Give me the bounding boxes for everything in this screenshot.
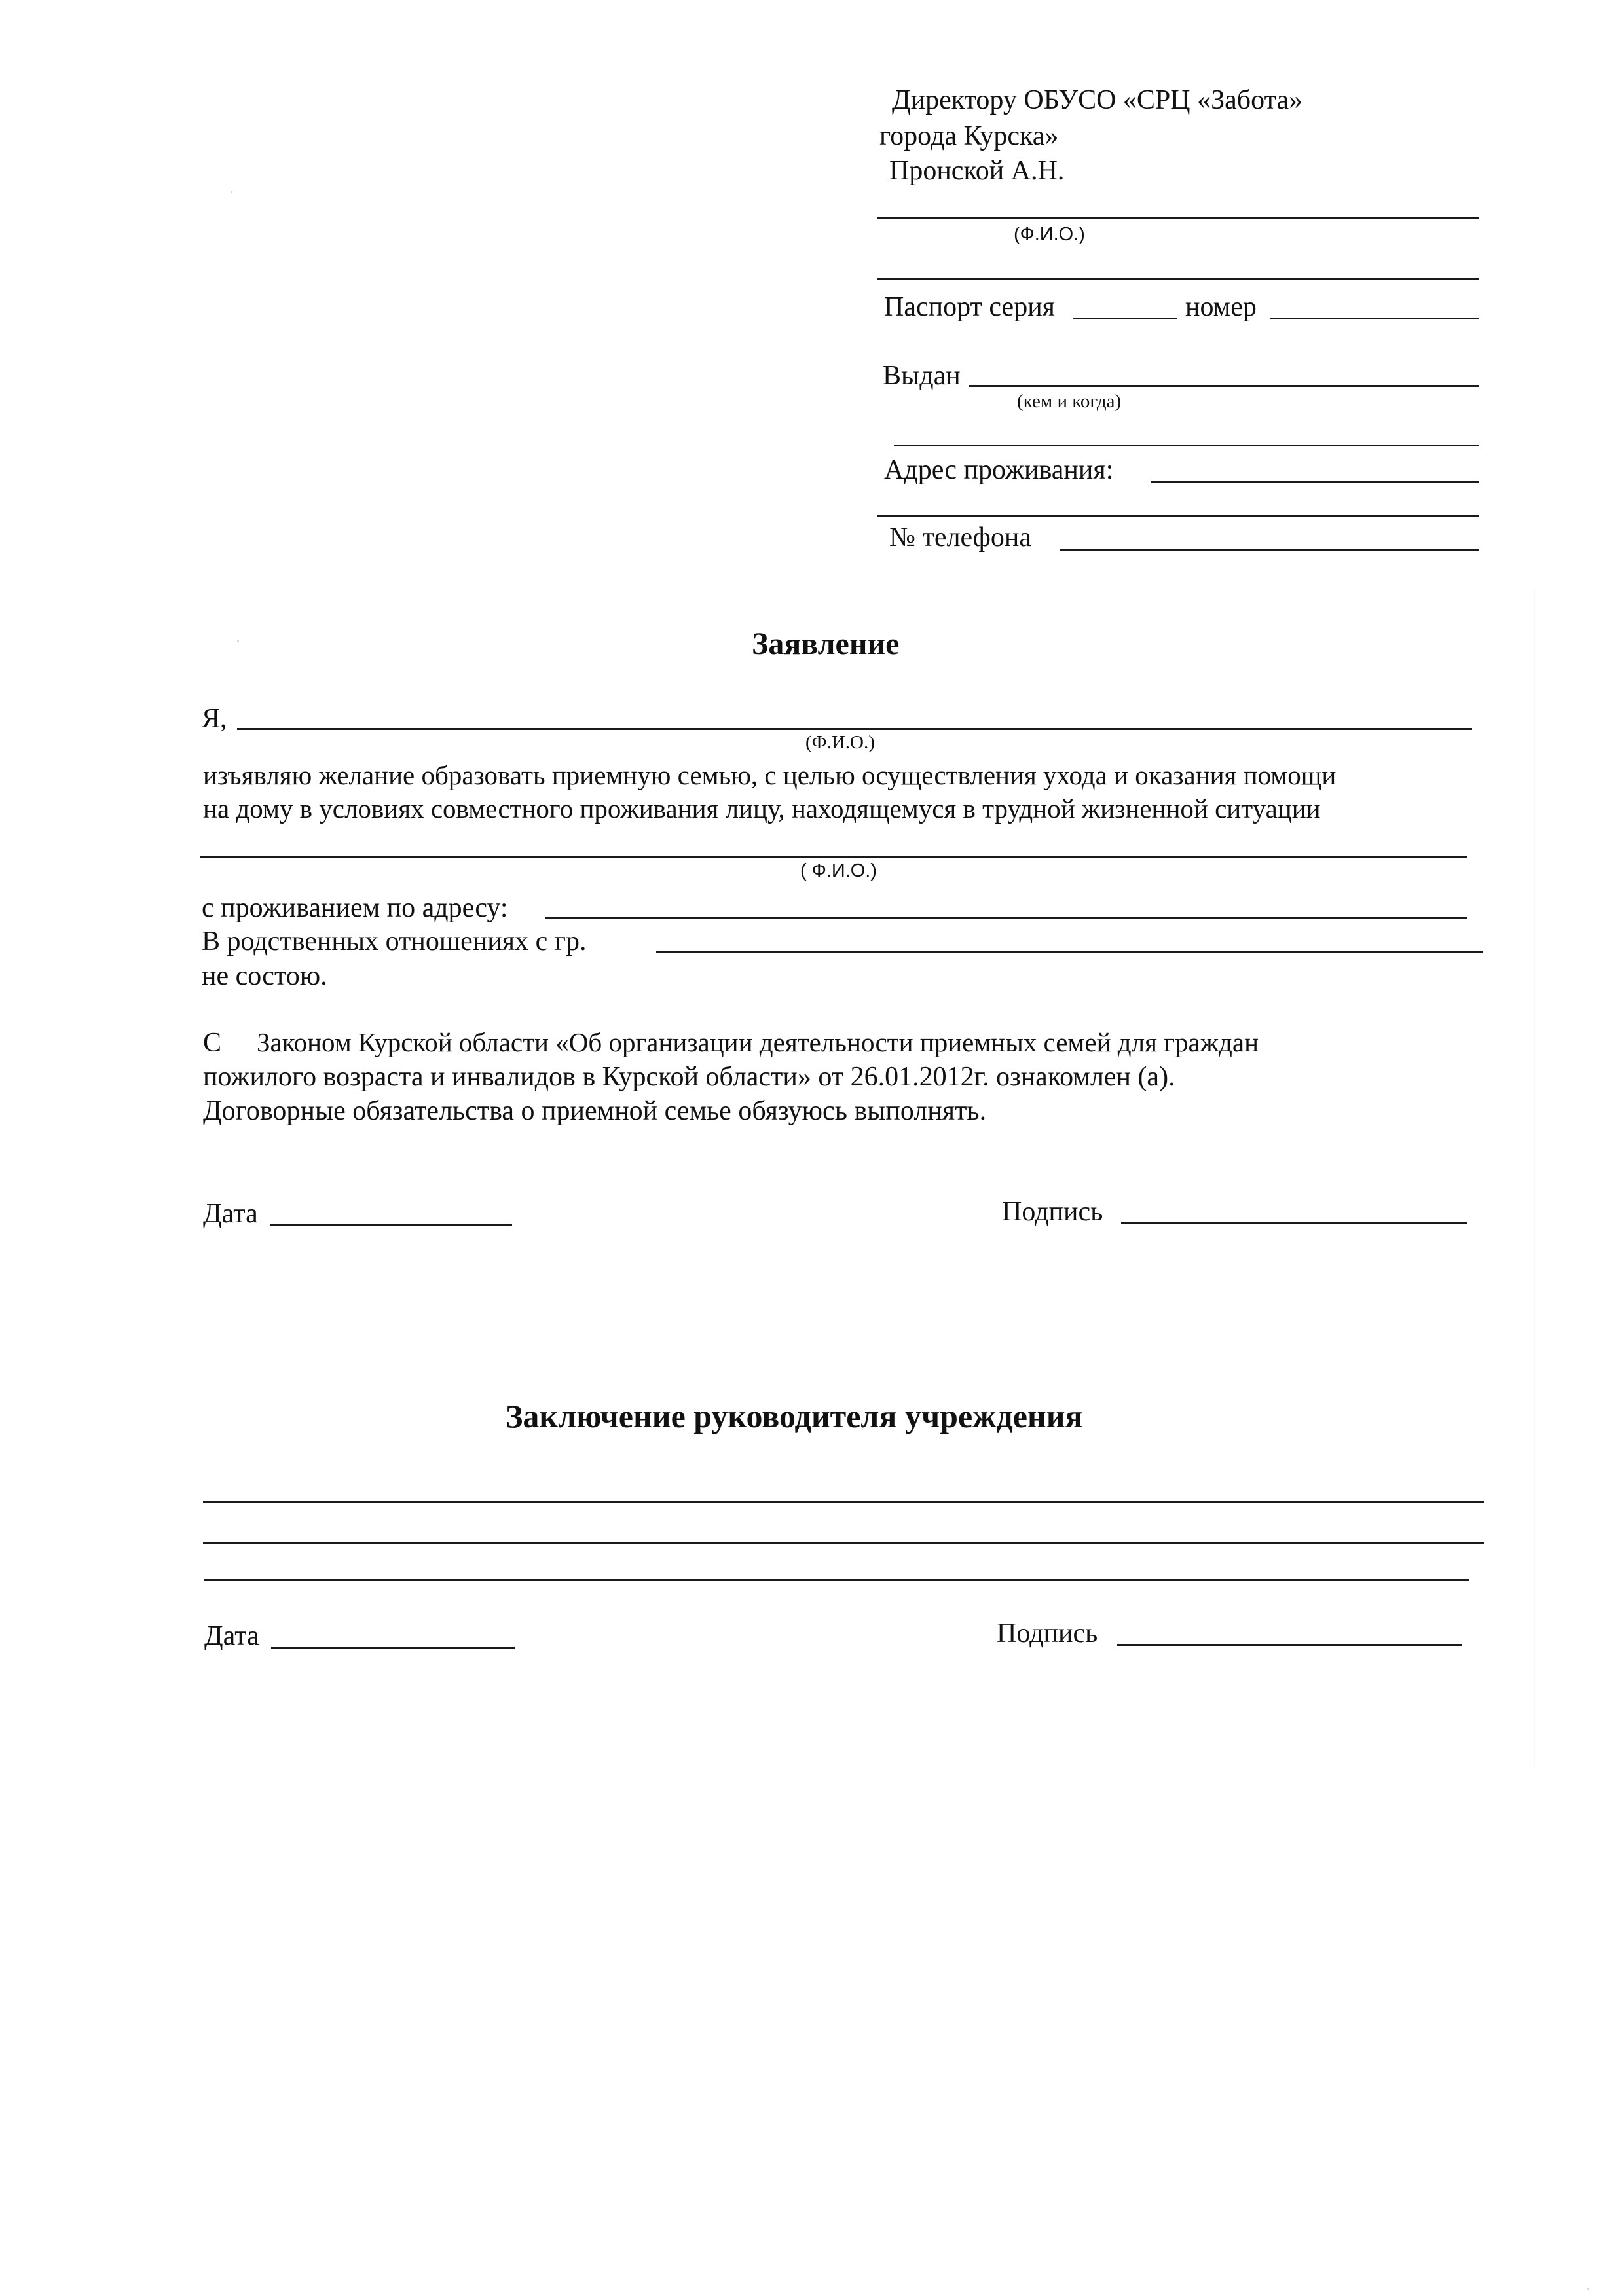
scan-fold-shadow [1534, 589, 1535, 1768]
scan-speck [237, 640, 239, 642]
addressee-line-3: Пронской А.Н. [889, 156, 1065, 186]
statement-fio-field[interactable] [237, 728, 1472, 730]
address-field[interactable] [1151, 481, 1479, 483]
conclusion-signature-label: Подпись [997, 1618, 1098, 1649]
conclusion-date-label: Дата [204, 1621, 259, 1651]
issued-caption: (кем и когда) [1017, 391, 1122, 412]
conclusion-title: Заключение руководителя учреждения [506, 1398, 1083, 1434]
issued-field[interactable] [969, 385, 1479, 387]
fio-caption: (Ф.И.О.) [1014, 224, 1085, 245]
conclusion-line-2[interactable] [203, 1542, 1484, 1544]
conclusion-date-field[interactable] [271, 1647, 515, 1649]
statement-fio-caption: (Ф.И.О.) [805, 732, 875, 753]
law-line-3: Договорные обязательства о приемной семье обязуюсь выполнять. [203, 1096, 987, 1126]
address-label: Адрес проживания: [884, 455, 1114, 485]
residence-address-label: с проживанием по адресу: [202, 893, 508, 923]
scan-speck [231, 191, 232, 193]
i-label: Я, [202, 704, 227, 734]
passport-number-field[interactable] [1270, 318, 1479, 319]
beneficiary-fio-caption: ( Ф.И.О.) [800, 860, 877, 881]
scan-speck [1587, 2288, 1589, 2290]
statement-signature-label: Подпись [1002, 1197, 1103, 1227]
law-line-1-c: С [203, 1028, 222, 1058]
conclusion-signature-field[interactable] [1117, 1644, 1462, 1646]
residence-address-field[interactable] [545, 917, 1467, 919]
addressee-line-2: города Курска» [879, 121, 1059, 151]
beneficiary-fio-field[interactable] [200, 856, 1467, 858]
statement-date-label: Дата [203, 1199, 258, 1229]
passport-series-label: Паспорт серия [884, 292, 1055, 322]
statement-date-field[interactable] [270, 1224, 512, 1226]
law-line-2: пожилого возраста и инвалидов в Курской области» от 26.01.2012г. ознакомлен (а). [203, 1062, 1175, 1092]
passport-series-field[interactable] [1073, 318, 1177, 319]
relation-field[interactable] [656, 951, 1483, 953]
issued-label: Выдан [883, 361, 961, 391]
passport-number-label: номер [1185, 292, 1257, 322]
applicant-fio-field-2[interactable] [877, 278, 1479, 280]
statement-body-line-2: на дому в условиях совместного проживания лицу, находящемуся в трудной жизненной ситуации [203, 793, 1321, 824]
phone-field[interactable] [1060, 549, 1479, 551]
conclusion-line-3[interactable] [204, 1579, 1469, 1581]
relation-end: не состою. [202, 961, 327, 991]
relation-label: В родственных отношениях с гр. [202, 926, 587, 957]
statement-signature-field[interactable] [1121, 1222, 1467, 1224]
issued-field-2[interactable] [894, 445, 1479, 446]
phone-label: № телефона [889, 522, 1032, 553]
address-field-2[interactable] [877, 515, 1479, 517]
applicant-fio-field[interactable] [877, 217, 1479, 219]
statement-body-line-1: изъявляю желание образовать приемную семью, с целью осуществления ухода и оказания помощи [203, 760, 1337, 790]
addressee-line-1: Директору ОБУСО «СРЦ «Забота» [892, 85, 1303, 115]
statement-title: Заявление [752, 627, 900, 661]
conclusion-line-1[interactable] [203, 1501, 1484, 1503]
law-line-1: Законом Курской области «Об организации деятельности приемных семей для граждан [257, 1027, 1259, 1057]
